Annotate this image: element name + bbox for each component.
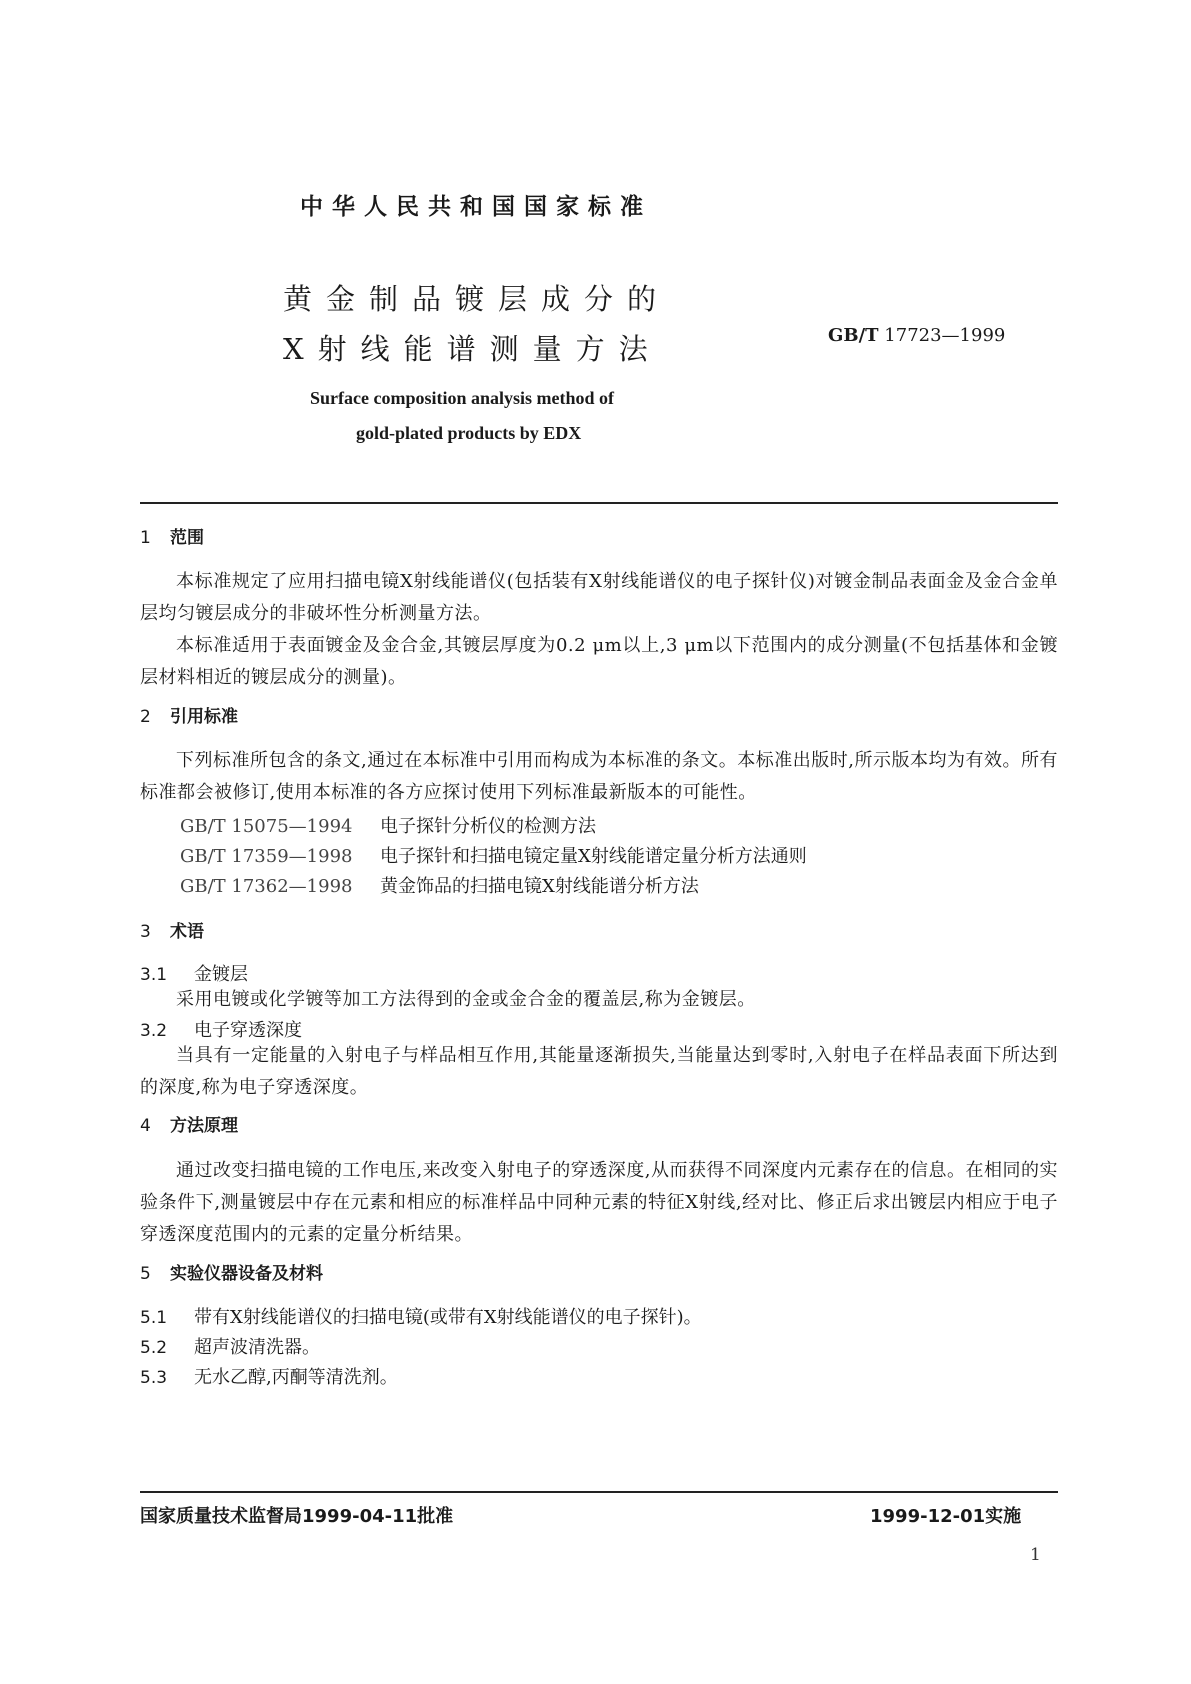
effective-date: 1999-12-01实施 bbox=[870, 1506, 1022, 1527]
section-3-heading bbox=[140, 917, 204, 942]
section-1-heading bbox=[140, 523, 204, 548]
section-number: 1 bbox=[140, 528, 151, 548]
section-number: 4 bbox=[140, 1116, 151, 1136]
section-4-paragraph-1: 通过改变扫描电镜的工作电压,来改变入射电子的穿透深度,从而获得不同深度内元素存在的信息。在相同的实验条件下,测量镀层中存在元素和相应的标准样品中同种元素的特征X射线,经对比、修正后求出镀层内相应于电子穿透深度范围内的元素的定量分析结果。 bbox=[140, 1160, 1058, 1245]
reference-title: 黄金饰品的扫描电镜X射线能谱分析方法 bbox=[380, 876, 699, 897]
reference-code: GB/T 17362—1998 bbox=[180, 876, 353, 897]
term-title: 金镀层 bbox=[194, 964, 248, 985]
term-3-1-heading bbox=[140, 960, 248, 986]
section-number: 2 bbox=[140, 707, 151, 727]
page-number: 1 bbox=[1030, 1545, 1041, 1565]
item-text: 超声波清洗器。 bbox=[194, 1337, 320, 1358]
term-3-1-definition: 采用电镀或化学镀等加工方法得到的金或金合金的覆盖层,称为金镀层。 bbox=[176, 989, 756, 1010]
term-3-2-heading bbox=[140, 1016, 302, 1042]
item-number: 5.3 bbox=[140, 1368, 168, 1388]
footer-divider bbox=[140, 1491, 1058, 1493]
section-number: 3 bbox=[140, 922, 151, 942]
reference-title: 电子探针分析仪的检测方法 bbox=[380, 816, 596, 837]
english-title-line1: Surface composition analysis method of bbox=[310, 388, 615, 408]
reference-item bbox=[180, 842, 807, 868]
section-2-heading bbox=[140, 702, 238, 727]
approval-date: 国家质量技术监督局1999-04-11批准 bbox=[140, 1506, 454, 1527]
section-title: 术语 bbox=[170, 922, 204, 942]
standard-code-prefix: GB/T bbox=[828, 325, 879, 346]
reference-item bbox=[180, 812, 596, 838]
item-number: 5.1 bbox=[140, 1308, 168, 1328]
document-title-line2: X射线能谱测量方法 bbox=[283, 332, 662, 366]
standard-code-number: 17723—1999 bbox=[884, 325, 1006, 346]
section-title: 范围 bbox=[170, 528, 204, 548]
section-title: 引用标准 bbox=[170, 707, 238, 727]
list-item bbox=[140, 1333, 320, 1359]
item-number: 5.2 bbox=[140, 1338, 168, 1358]
term-number: 3.1 bbox=[140, 965, 168, 985]
term-number: 3.2 bbox=[140, 1021, 168, 1041]
list-item bbox=[140, 1363, 398, 1389]
section-title: 实验仪器设备及材料 bbox=[170, 1264, 323, 1284]
national-standard-heading: 中华人民共和国国家标准 bbox=[300, 194, 652, 220]
reference-item bbox=[180, 872, 699, 898]
section-1-paragraph-1: 本标准规定了应用扫描电镜X射线能谱仪(包括装有X射线能谱仪的电子探针仪)对镀金制品表面金及金合金单层均匀镀层成分的非破坏性分析测量方法。 bbox=[140, 571, 1058, 624]
reference-title: 电子探针和扫描电镜定量X射线能谱定量分析方法通则 bbox=[380, 846, 807, 867]
item-text: 无水乙醇,丙酮等清洗剂。 bbox=[194, 1367, 398, 1388]
section-2-paragraph-1: 下列标准所包含的条文,通过在本标准中引用而构成为本标准的条文。本标准出版时,所示版本均为有效。所有标准都会被修订,使用本标准的各方应探讨使用下列标准最新版本的可能性。 bbox=[140, 750, 1058, 803]
term-title: 电子穿透深度 bbox=[194, 1020, 302, 1041]
section-1-paragraph-2: 本标准适用于表面镀金及金合金,其镀层厚度为0.2 μm以上,3 μm以下范围内的成分测量(不包括基体和金镀层材料相近的镀层成分的测量)。 bbox=[140, 635, 1058, 688]
item-text: 带有X射线能谱仪的扫描电镜(或带有X射线能谱仪的电子探针)。 bbox=[194, 1307, 702, 1328]
section-5-heading bbox=[140, 1259, 323, 1284]
header-divider bbox=[140, 502, 1058, 504]
document-title-line1: 黄金制品镀层成分的 bbox=[283, 282, 671, 316]
reference-code: GB/T 15075—1994 bbox=[180, 816, 353, 837]
english-title-line2: gold-plated products by EDX bbox=[356, 423, 582, 443]
section-title: 方法原理 bbox=[170, 1116, 238, 1136]
list-item bbox=[140, 1303, 702, 1329]
term-3-2-definition: 当具有一定能量的入射电子与样品相互作用,其能量逐渐损失,当能量达到零时,入射电子在样品表面下所达到的深度,称为电子穿透深度。 bbox=[140, 1045, 1058, 1098]
reference-code: GB/T 17359—1998 bbox=[180, 846, 353, 867]
section-4-heading bbox=[140, 1111, 238, 1136]
section-number: 5 bbox=[140, 1264, 151, 1284]
standard-code bbox=[828, 325, 1005, 346]
